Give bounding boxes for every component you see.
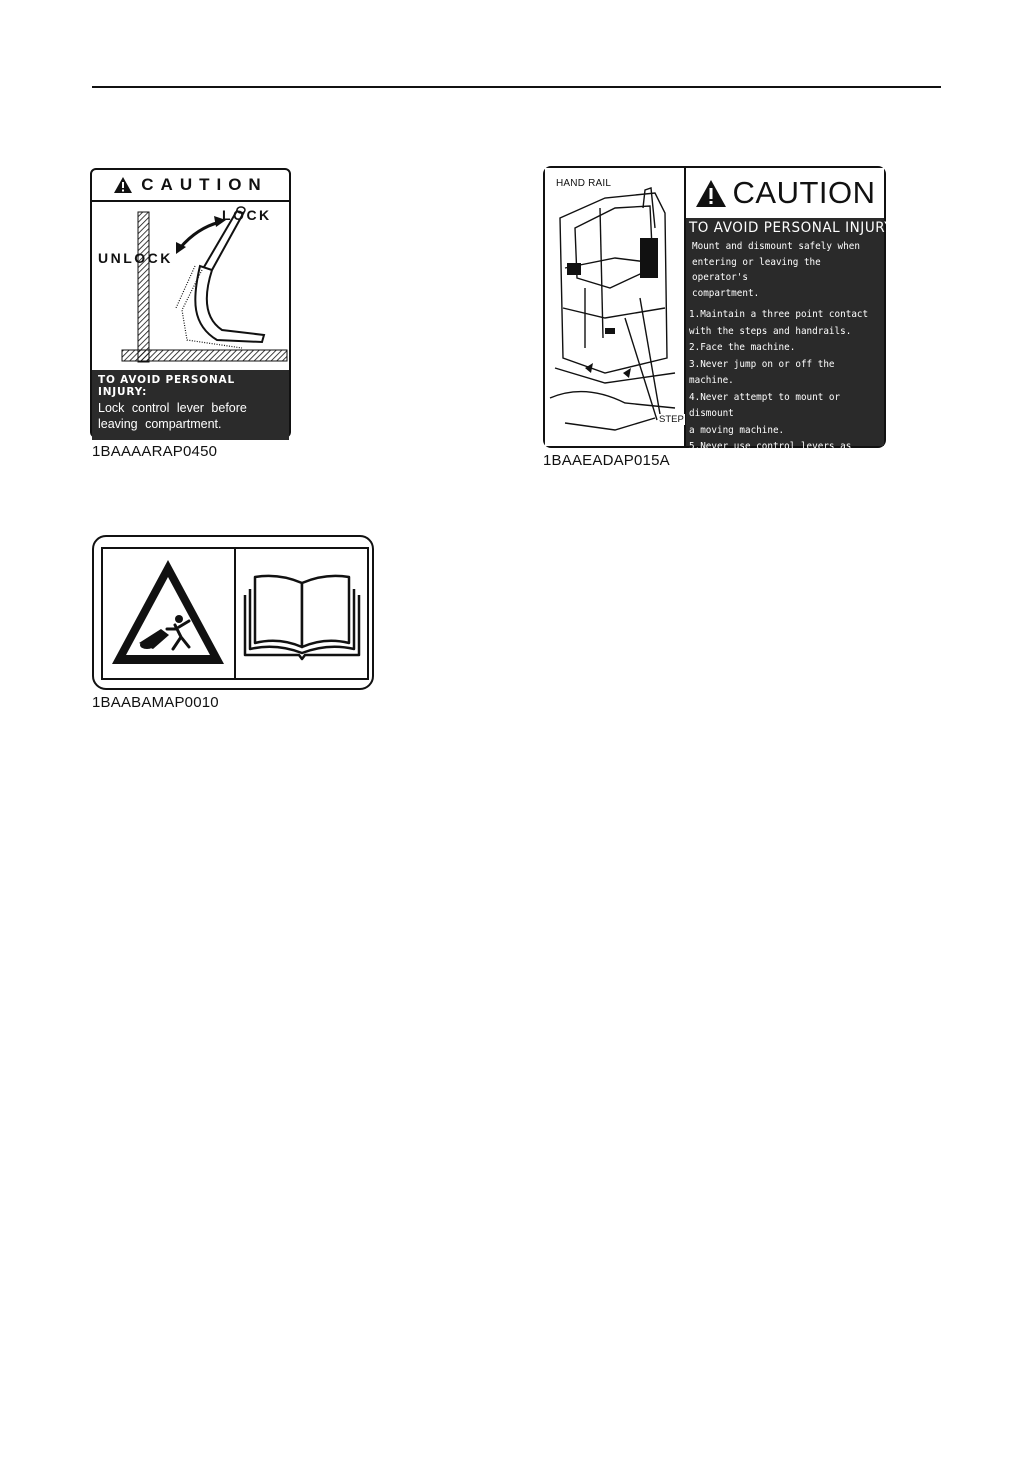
decal-caption-3: 1BAABAMAP0010	[92, 694, 219, 711]
instruction-item: 5.Never use control levers as handles.	[689, 441, 852, 469]
crush-hazard-triangle-icon	[109, 557, 227, 669]
instruction-item: 1.Maintain a three point contact with the steps and handrails.	[689, 309, 869, 337]
instruction-item: 2.Face the machine.	[689, 342, 796, 353]
instruction-item: 4.Never attempt to mount or dismount a moving machine.	[689, 391, 841, 436]
machine-illustration	[545, 168, 686, 446]
excavator-cab-drawing	[545, 168, 684, 450]
caution-header	[686, 168, 884, 218]
hand-rail-label: HAND RAIL	[556, 178, 612, 189]
instruction-panel	[686, 168, 897, 469]
decal-caption-1: 1BAAAARAP0450	[92, 443, 218, 460]
instruction-list	[689, 307, 880, 472]
instruction-title: TO AVOID PERSONAL INJURY:	[689, 220, 897, 236]
lever-illustration	[92, 200, 293, 370]
caution-decal-lock-lever	[90, 168, 291, 438]
warning-triangle-icon	[695, 179, 727, 208]
instruction-intro: Mount and dismount safely when entering or leaving the operator's compartment.	[692, 241, 860, 299]
pictogram-frame	[101, 547, 369, 680]
step-label: STEP	[659, 414, 684, 425]
warning-line-1: Lock control lever before	[98, 401, 247, 415]
caution-word: CAUTION	[732, 175, 876, 210]
instruction-item: 3.Never jump on or off the machine.	[689, 358, 835, 386]
warning-heading: TO AVOID PERSONAL INJURY:	[98, 374, 235, 398]
caution-header	[92, 170, 289, 202]
warning-triangle-icon	[113, 176, 133, 194]
unlock-label: UNLOCK	[98, 250, 173, 266]
pictogram-decal	[92, 535, 374, 690]
pictogram-divider	[234, 549, 236, 678]
warning-panel	[92, 370, 289, 440]
warning-line-2: leaving compartment.	[98, 417, 222, 431]
read-manual-book-icon	[241, 573, 363, 659]
caution-word: CAUTION	[141, 175, 268, 194]
header-rule	[92, 86, 941, 88]
decal-caption-2: 1BAAEADAP015A	[543, 452, 670, 469]
lock-label: LOCK	[222, 207, 272, 223]
